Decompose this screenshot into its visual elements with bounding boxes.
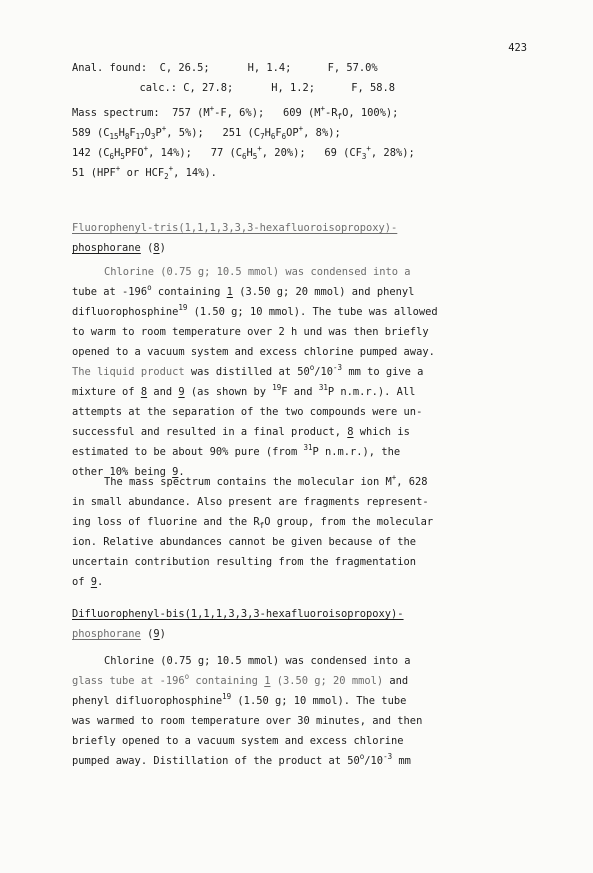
paragraph-line: mixture of 8 and 9 (as shown by $^{19}$F and $^{31}$P n.m.r.). All: [72, 383, 416, 398]
paragraph-line: to warm to room temperature over 2 h und was then briefly: [72, 326, 429, 338]
compound-number: 9: [153, 628, 160, 640]
calc-hydrogen: H, 1.2;: [271, 82, 316, 94]
found-label: Anal. found:: [72, 62, 148, 74]
page-number: 423: [508, 42, 527, 54]
paragraph-line: ing loss of fluorine and the $R_fO$ group, from the molecular: [72, 516, 434, 530]
section-1-paragraph-2: [72, 472, 532, 592]
mass-spectrum-line-4: 51 (HPF+ or $HCF_2^+$, 14%).: [72, 164, 217, 181]
paragraph-line: successful and resulted in a final product, 8 which is: [72, 426, 410, 438]
paragraph-line: Chlorine (0.75 g; 10.5 mmol) was condensed into a: [104, 266, 411, 278]
paragraph-line: other 10% being 9.: [72, 466, 185, 478]
paragraph-line: difluorophosphine$^{19}$ (1.50 g; 10 mmol). The tube was allowed: [72, 303, 438, 318]
paragraph-line: Chlorine (0.75 g; 10.5 mmol) was condensed into a: [104, 655, 411, 667]
section-title-line-2: phosphorane (8): [72, 242, 166, 254]
found-carbon: C, 26.5;: [159, 62, 210, 74]
section-heading-compound-8: [72, 218, 532, 258]
analysis-calc-line: [72, 78, 512, 98]
section-title-line-1: Fluorophenyl-tris(1,1,1,3,3,3-hexafluoroisopropoxy)-: [72, 222, 398, 234]
paragraph-line: The mass spectrum contains the molecular ion M+, 628: [104, 473, 428, 488]
paragraph-line: in small abundance. Also present are fragments represent-: [72, 496, 429, 508]
calc-fluorine: F, 58.8: [351, 82, 396, 94]
paragraph-line: tube at -196$^o$ containing 1 (3.50 g; 20 mmol) and phenyl: [72, 283, 415, 298]
elemental-analysis: [72, 58, 512, 98]
section-2-paragraph-1: [72, 651, 532, 771]
calc-label: calc.:: [139, 82, 177, 94]
paragraph-line: was warmed to room temperature over 30 minutes, and then: [72, 715, 423, 727]
mass-spectrum-line-1: Mass spectrum: 757 (M+-F, 6%); 609 ($M^+-R_fO$, 100%);: [72, 104, 399, 121]
paragraph-line: glass tube at -196$^o$ containing 1 (3.50 g; 20 mmol) and: [72, 672, 409, 687]
mass-spectrum-block: [72, 103, 532, 183]
paragraph-line: phenyl difluorophosphine$^{19}$ (1.50 g; 10 mmol). The tube: [72, 692, 407, 707]
mass-spectrum-line-3: 142 ($C_6H_5PFO^+$, 14%); 77 ($C_6H_5^+$, 20%); 69 ($CF_3^+$, 28%);: [72, 144, 415, 161]
paragraph-line: attempts at the separation of the two compounds were un-: [72, 406, 423, 418]
paragraph-line: ion. Relative abundances cannot be given because of the: [72, 536, 417, 548]
paragraph-line: pumped away. Distillation of the product at $50^o/10^{-3}$ mm: [72, 752, 411, 767]
paragraph-line: estimated to be about 90% pure (from $^{31}$P n.m.r.), the: [72, 443, 401, 458]
section-1-paragraph-1: [72, 262, 532, 482]
analysis-found-line: [72, 58, 512, 78]
paragraph-line: opened to a vacuum system and excess chlorine pumped away.: [72, 346, 435, 358]
section-heading-compound-9: [72, 604, 532, 644]
section-title-line-1: Difluorophenyl-bis(1,1,1,3,3,3-hexafluoroisopropoxy)-: [72, 608, 404, 620]
found-fluorine: F, 57.0%: [327, 62, 378, 74]
paragraph-line: briefly opened to a vacuum system and excess chlorine: [72, 735, 404, 747]
mass-spectrum-label: Mass spectrum:: [72, 107, 160, 119]
mass-spectrum-line-2: 589 ($C_{15}H_8F_{17}O_3P^+$, 5%); 251 ($C_7H_6F_6OP^+$, 8%);: [72, 124, 341, 141]
found-hydrogen: H, 1.4;: [247, 62, 292, 74]
paragraph-line: of 9.: [72, 576, 104, 588]
paragraph-line: uncertain contribution resulting from the fragmentation: [72, 556, 417, 568]
compound-number: 8: [153, 242, 160, 254]
paragraph-line: The liquid product was distilled at $50^o/10^{-3}$ mm to give a: [72, 363, 424, 378]
calc-carbon: C, 27.8;: [183, 82, 234, 94]
section-title-line-2: phosphorane (9): [72, 628, 166, 640]
